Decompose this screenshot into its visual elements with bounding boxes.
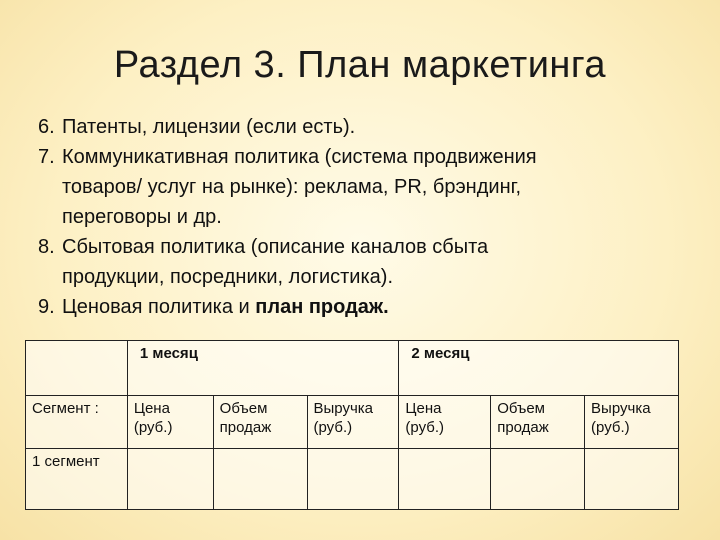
segment-label: Сегмент : xyxy=(26,396,128,449)
item-number: 8. xyxy=(38,236,55,258)
row-label: 1 сегмент xyxy=(26,449,128,510)
column-header: Цена (руб.) xyxy=(127,396,213,449)
table-header-row xyxy=(26,341,679,396)
column-header: Цена (руб.) xyxy=(399,396,491,449)
table-row xyxy=(26,449,679,510)
table-subheader-row xyxy=(26,396,679,449)
column-header: Объем продаж xyxy=(213,396,307,449)
item-text-bold: план продаж. xyxy=(255,296,389,318)
table-cell xyxy=(399,449,491,510)
table-cell xyxy=(307,449,399,510)
item-text: Патенты, лицензии (если есть). xyxy=(62,116,356,138)
item-text: Сбытовая политика (описание каналов сбыта продукции, посредники, логистика). xyxy=(62,236,489,288)
table-cell xyxy=(213,449,307,510)
column-header: Выручка (руб.) xyxy=(585,396,679,449)
item-text: Коммуникативная политика (система продвижения товаров/ услуг на рынке): реклама, PR, брэндинг, переговоры и др. xyxy=(62,146,537,228)
table-cell xyxy=(127,449,213,510)
column-header: Выручка (руб.) xyxy=(307,396,399,449)
month-1-header: 1 месяц xyxy=(127,341,399,396)
list-item xyxy=(38,232,708,292)
slide-title: Раздел 3. План маркетинга xyxy=(113,44,607,86)
month-2-header: 2 месяц xyxy=(399,341,679,396)
list-item xyxy=(38,112,708,142)
item-list xyxy=(38,112,708,322)
item-text-prefix: Ценовая политика и xyxy=(62,296,256,318)
sales-plan-table xyxy=(25,340,679,510)
table-cell xyxy=(491,449,585,510)
item-number: 9. xyxy=(38,296,55,318)
item-number: 7. xyxy=(38,146,55,168)
item-text xyxy=(62,292,389,322)
table-cell xyxy=(585,449,679,510)
column-header: Объем продаж xyxy=(491,396,585,449)
table-cell xyxy=(26,341,128,396)
item-number: 6. xyxy=(38,116,55,138)
list-item xyxy=(38,142,708,232)
list-item xyxy=(38,292,708,322)
